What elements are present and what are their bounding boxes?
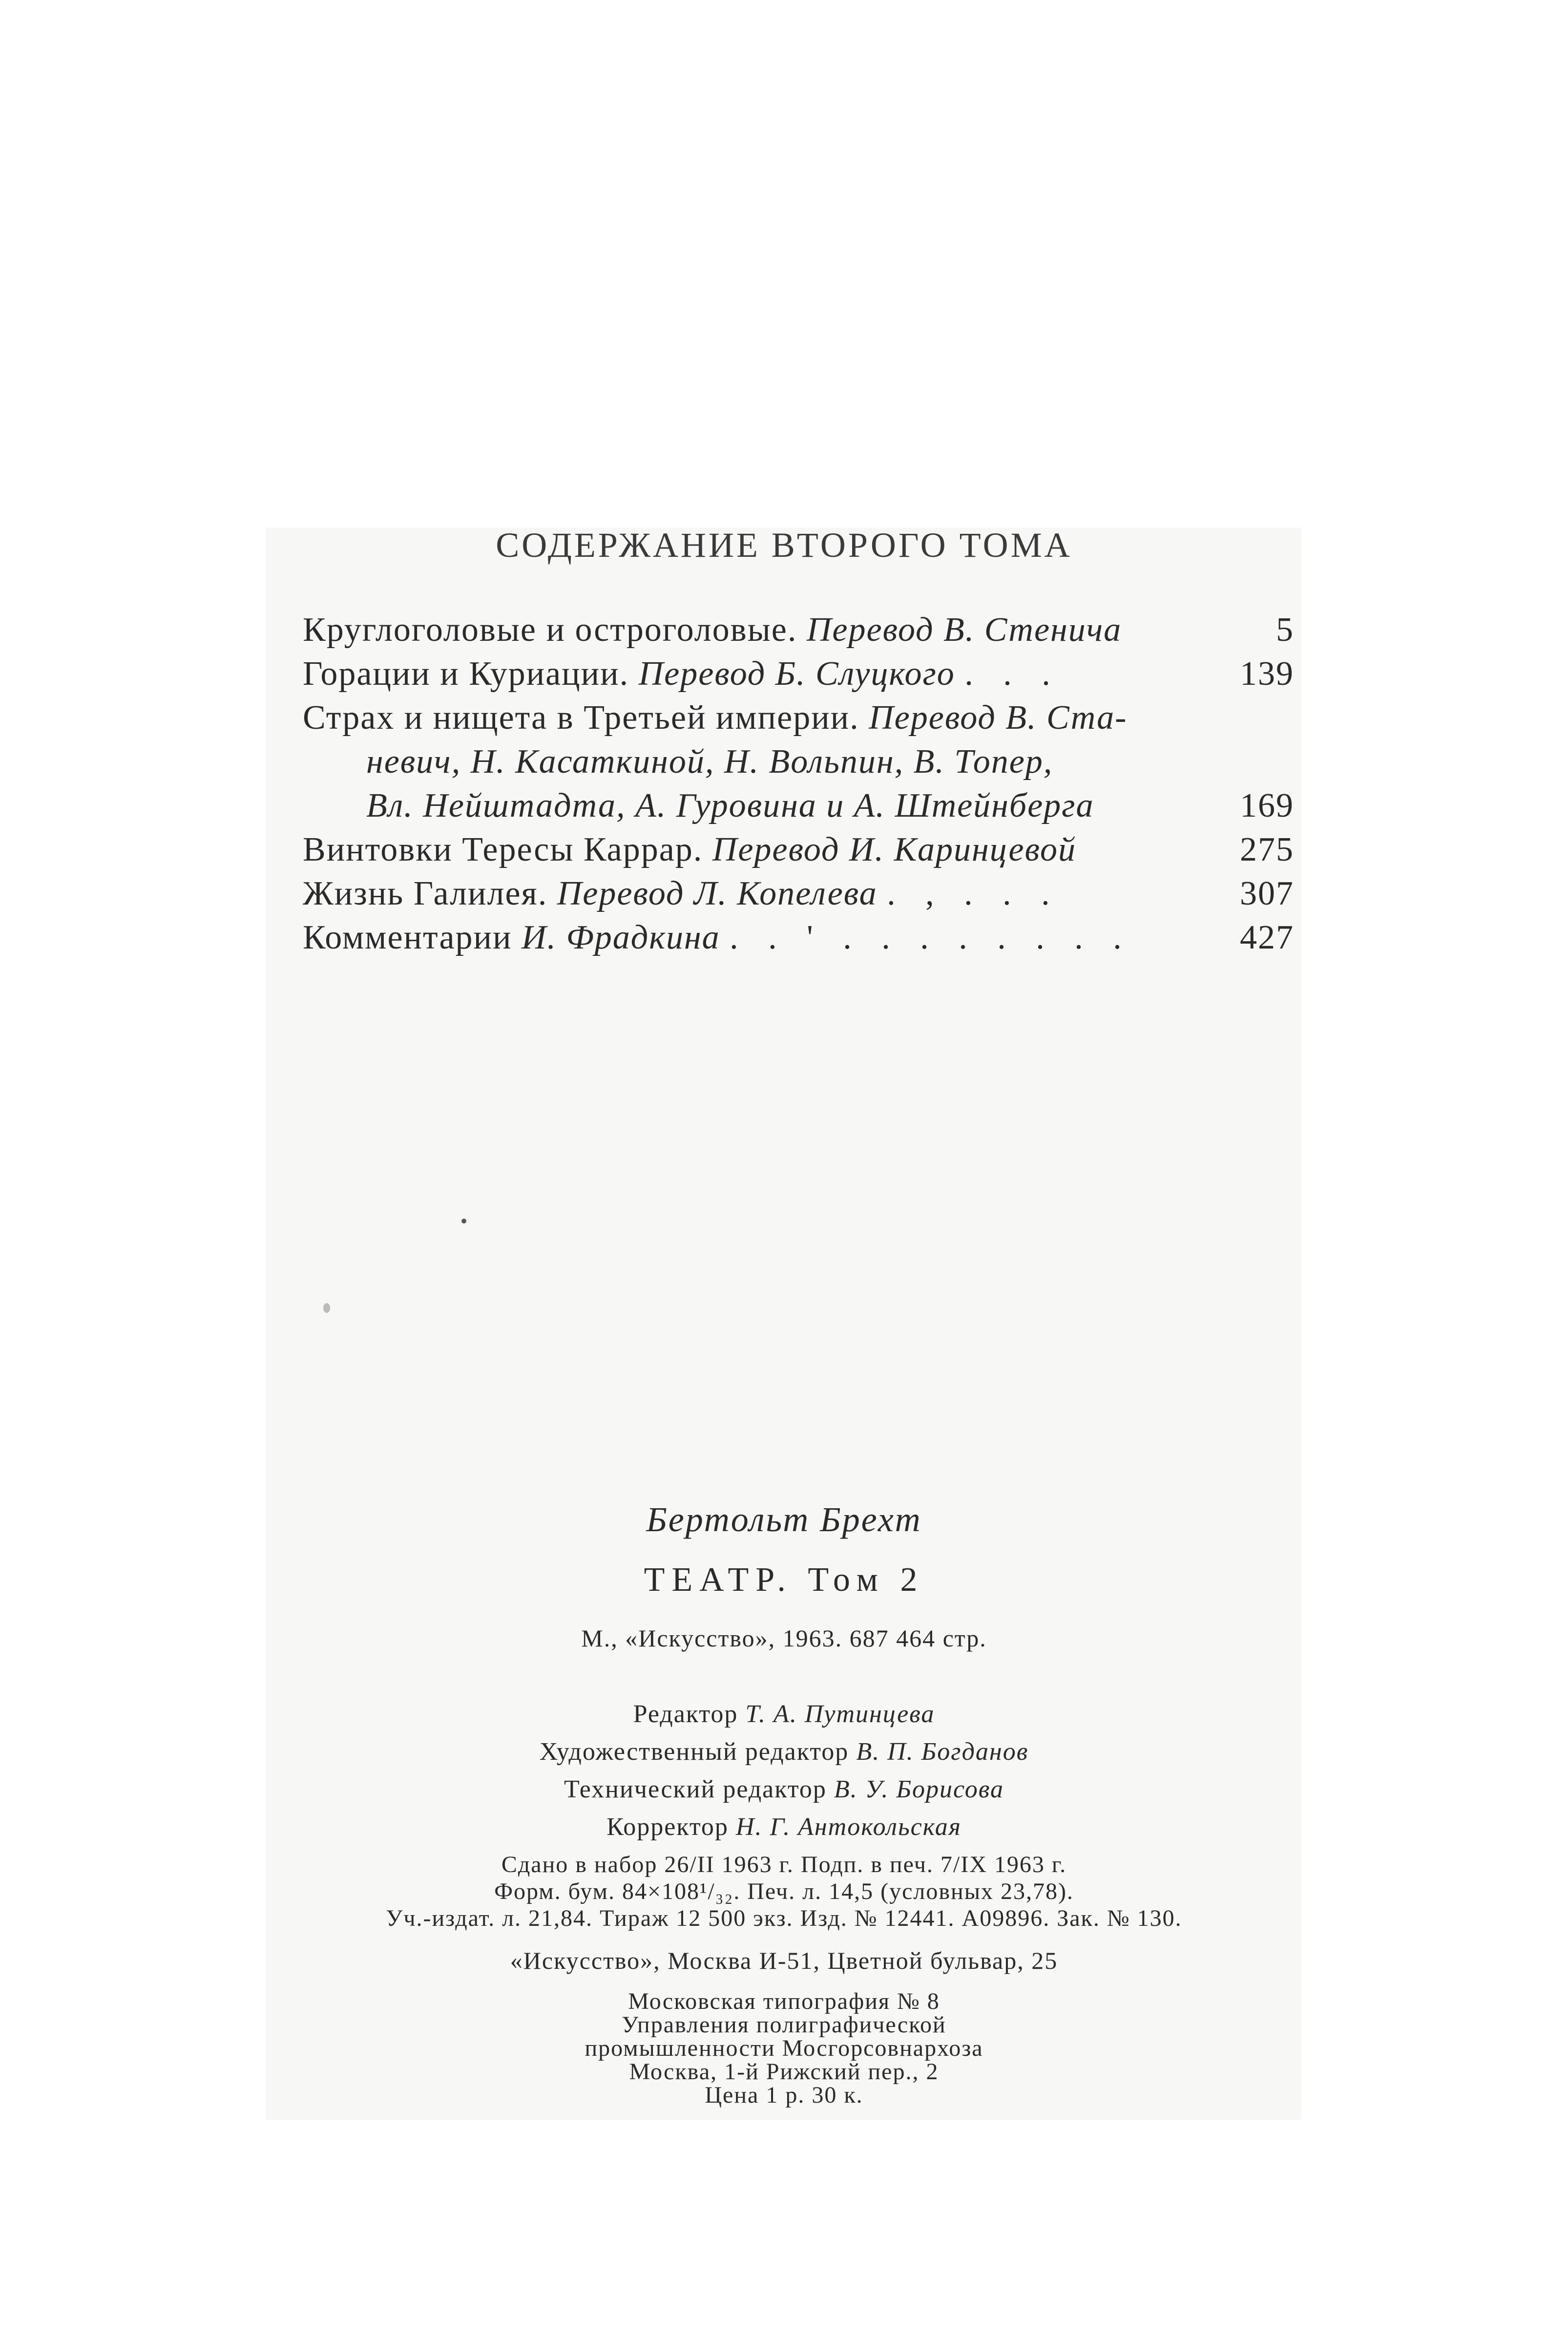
toc-entry <box>303 916 1294 960</box>
toc-entry <box>303 652 1294 696</box>
toc-entry <box>303 828 1294 872</box>
book-title: ТЕАТР. Том 2 <box>644 1561 924 1599</box>
toc-entry <box>303 608 1294 652</box>
toc-entry-translator: Вл. Нейштадта, А. Гуровина и А. Штейнберга <box>366 787 1094 824</box>
price: Цена 1 р. 30 к. <box>705 2082 863 2108</box>
credit-name: В. П. Богданов <box>856 1738 1029 1766</box>
credit-role: Технический редактор <box>564 1775 827 1803</box>
toc-entry-page: 307 <box>1240 875 1294 912</box>
publisher-line: М., «Искусство», 1963. 687 464 стр. <box>581 1624 987 1652</box>
toc-entry-page: 427 <box>1240 919 1294 956</box>
toc-leader-dots: . . . <box>964 655 1061 693</box>
toc-entry-title: Круглоголовые и остроголовые. <box>303 611 797 649</box>
credit-role: Редактор <box>633 1700 738 1728</box>
table-of-contents <box>303 608 1294 960</box>
credit-role: Художественный редактор <box>539 1738 849 1766</box>
print-speck <box>461 1219 466 1223</box>
toc-entry-title: Жизнь Галилея. <box>303 875 548 912</box>
toc-entry-translator: Перевод Л. Копелева <box>557 875 878 912</box>
toc-entry-translator: Перевод В. Стенича <box>806 611 1122 649</box>
printer-line: Москва, 1-й Рижский пер., 2 <box>629 2059 939 2085</box>
toc-entry-title: Горации и Куриации. <box>303 655 629 693</box>
toc-entry-page: 139 <box>1240 655 1294 693</box>
toc-entry-continuation <box>303 784 1294 828</box>
toc-entry-page: 275 <box>1240 831 1294 868</box>
toc-entry <box>303 696 1294 740</box>
credit-name: Т. А. Путинцева <box>745 1700 935 1728</box>
credit-name: В. У. Борисова <box>834 1775 1004 1803</box>
credit-line <box>0 1775 1568 1804</box>
printer-line: Московская типография № 8 <box>628 1988 940 2014</box>
toc-entry-translator: Перевод И. Каринцевой <box>712 831 1076 868</box>
toc-leader-dots: . . ' . . . . . . . . <box>730 919 1132 956</box>
toc-entry-page: 5 <box>1276 611 1294 649</box>
toc-entry-title: Страх и нищета в Третьей империи. <box>303 699 859 737</box>
credit-line <box>0 1700 1568 1729</box>
credit-name: Н. Г. Антокольская <box>735 1813 962 1841</box>
printer-line: промышленности Мосгорсовнархоза <box>585 2035 983 2061</box>
credit-role: Корректор <box>606 1813 729 1841</box>
print-details-line: Уч.-издат. л. 21,84. Тираж 12 500 экз. Изд. № 12441. А09896. Зак. № 130. <box>386 1905 1182 1931</box>
toc-entry-continuation <box>303 740 1294 784</box>
publisher-address: «Искусство», Москва И-51, Цветной бульвар, 25 <box>510 1947 1058 1974</box>
toc-entry <box>303 872 1294 916</box>
toc-entry-translator: И. Фрадкина <box>521 919 720 956</box>
print-speck <box>323 1303 330 1313</box>
printer-line: Управления полиграфической <box>622 2012 946 2038</box>
print-details-line: Сдано в набор 26/II 1963 г. Подп. в печ. 7/IX 1963 г. <box>501 1852 1067 1877</box>
credit-line <box>0 1737 1568 1766</box>
toc-leader-dots: . , . . . <box>887 875 1061 912</box>
toc-entry-translator: Перевод В. Ста- <box>869 699 1128 737</box>
credit-line <box>0 1813 1568 1841</box>
print-details-line: Форм. бум. 84×108¹/₃₂. Печ. л. 14,5 (условных 23,78). <box>494 1878 1074 1904</box>
toc-entry-translator: невич, Н. Касаткиной, Н. Вольпин, В. Топер, <box>366 743 1053 780</box>
toc-entry-title: Комментарии <box>303 919 512 956</box>
toc-entry-title: Винтовки Тересы Каррар. <box>303 831 703 868</box>
author-name: Бертольт Брехт <box>646 1500 922 1539</box>
toc-entry-translator: Перевод Б. Слуцкого <box>638 655 955 693</box>
toc-entry-page: 169 <box>1240 787 1294 824</box>
toc-title: СОДЕРЖАНИЕ ВТОРОГО ТОМА <box>496 526 1072 565</box>
